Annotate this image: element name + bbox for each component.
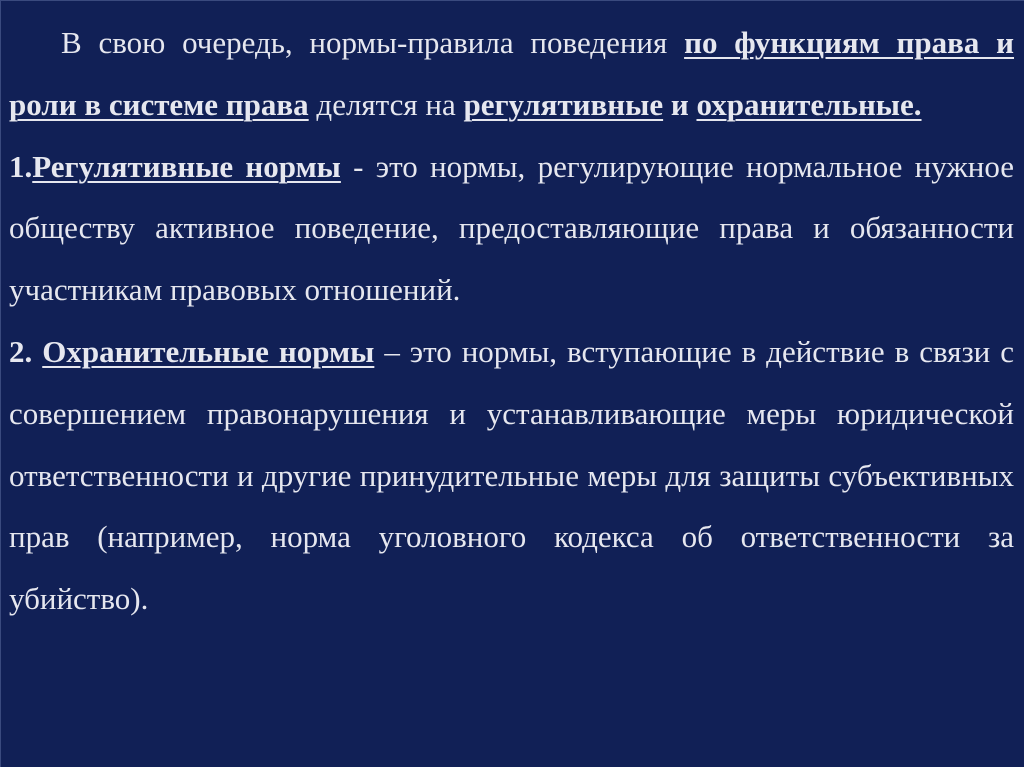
slide-body-text — [9, 12, 1014, 630]
slide-left-border — [0, 0, 1, 767]
intro-text-2: делятся на — [308, 86, 464, 122]
intro-text-1: В свою очередь, нормы-правила поведения — [61, 25, 685, 60]
item-2-number: 2. — [9, 333, 43, 369]
slide-top-border — [0, 0, 1024, 1]
intro-conjunction: и — [663, 86, 697, 122]
intro-emphasis-regulative: регулятивные — [463, 86, 664, 122]
item-2-term: Охранительные нормы — [42, 333, 375, 369]
item-1-number: 1. — [9, 148, 33, 184]
item-1-definition: - это нормы, регулирующие нормальное нужное обществу активное поведение, предоставляющие права и обязанности участникам правовых отношений. — [9, 148, 1014, 308]
item-regulative-norms — [9, 136, 1014, 321]
intro-emphasis-functions: по функциям права и роли в системе права — [9, 25, 1015, 122]
intro-paragraph — [9, 12, 1014, 136]
item-1-term: Регулятивные нормы — [32, 148, 341, 184]
intro-emphasis-protective: охранительные. — [696, 86, 922, 122]
item-2-definition: – это нормы, вступающие в действие в связи с совершением правонарушения и устанавливающие меры юридической ответственности и другие принудительные меры для защиты субъективных прав (например, норма уголовного кодекса об ответственности за убийство). — [9, 333, 1015, 617]
item-protective-norms — [9, 321, 1014, 630]
